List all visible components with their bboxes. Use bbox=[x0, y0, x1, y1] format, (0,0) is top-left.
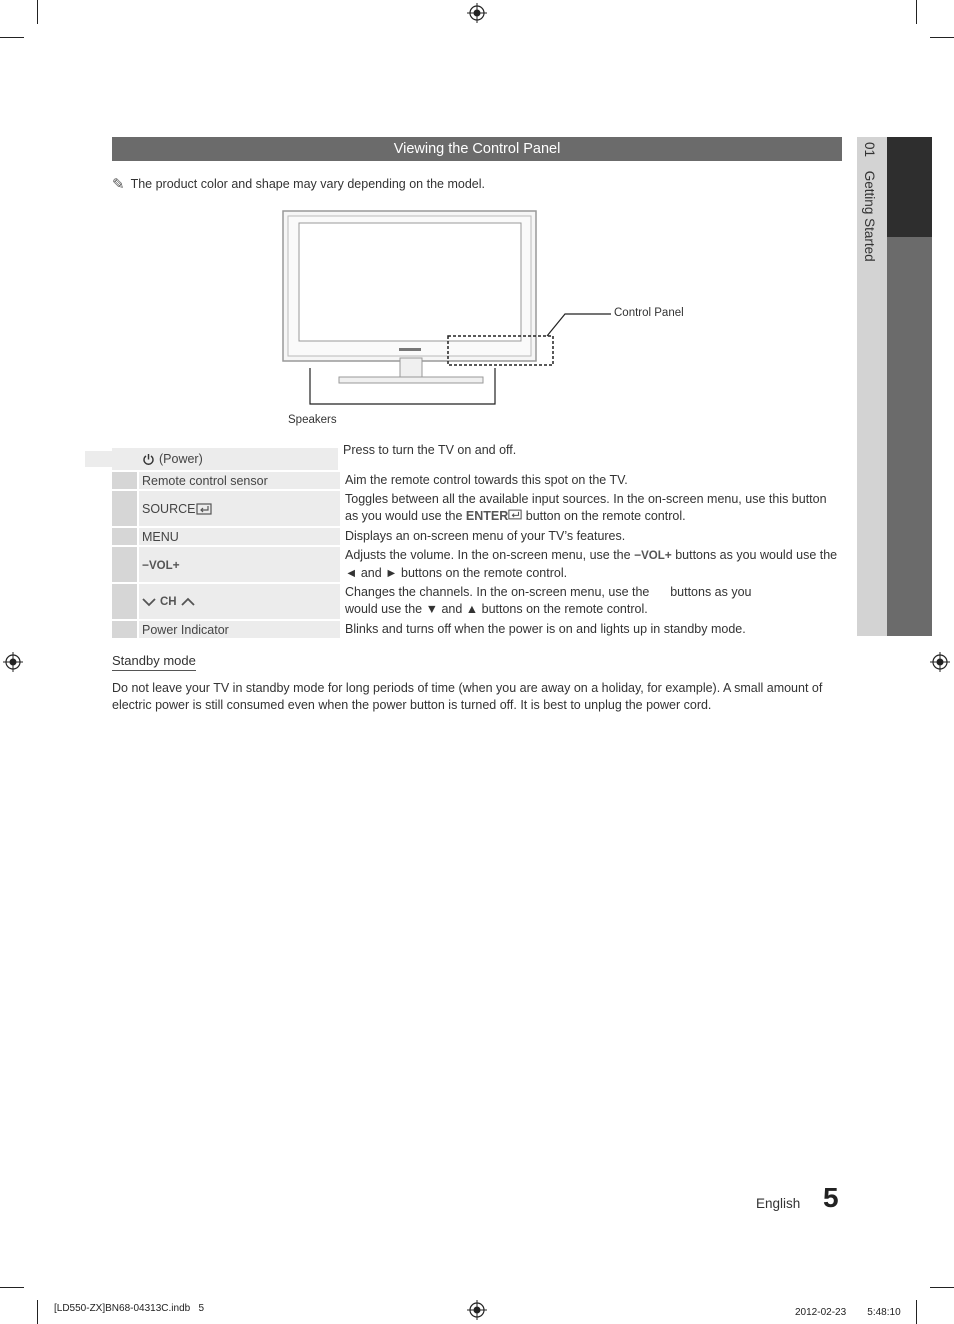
control-name-channel: CH bbox=[139, 584, 340, 619]
crop-mark bbox=[37, 0, 38, 24]
registration-mark-icon bbox=[3, 652, 23, 672]
print-timestamp: 2012-02-23 5:48:10 bbox=[795, 1307, 901, 1318]
chapter-tab-marker bbox=[887, 137, 932, 237]
control-description: Toggles between all the available input sources. In the on-screen menu, use this button as you would use the ENTER button on the remote control. bbox=[345, 492, 827, 523]
registration-mark-icon bbox=[930, 652, 950, 672]
registration-mark-icon bbox=[467, 3, 487, 23]
product-note-text: The product color and shape may vary depending on the model. bbox=[130, 177, 485, 191]
tv-brand-badge bbox=[399, 348, 421, 351]
control-description: Adjusts the volume. In the on-screen menu, use the −VOL+ buttons as you would use the ◄ and ► buttons on the remote control. bbox=[345, 548, 838, 580]
table-row bbox=[112, 528, 842, 545]
standby-mode-text: Do not leave your TV in standby mode for long periods of time (when you are away on a holiday, for example). A small amount of electric power is still consumed even when the power button is turned off. It is best to unplug the power cord. bbox=[112, 681, 823, 712]
control-description: Blinks and turns off when the power is on and lights up in standby mode. bbox=[345, 622, 746, 636]
table-row bbox=[112, 491, 842, 526]
crop-mark bbox=[0, 1287, 24, 1288]
table-row bbox=[112, 443, 842, 470]
control-table bbox=[112, 443, 842, 640]
crop-mark bbox=[930, 1287, 954, 1288]
print-file-name: [LD550-ZX]BN68-04313C.indb 5 bbox=[54, 1303, 205, 1314]
control-name-remote-sensor: Remote control sensor bbox=[139, 472, 340, 489]
chapter-tab-label bbox=[862, 142, 877, 262]
chapter-number: 01 bbox=[862, 142, 877, 158]
control-panel-callout: Control Panel bbox=[614, 307, 684, 319]
page-number: 5 bbox=[823, 1182, 839, 1213]
crop-mark bbox=[916, 1300, 917, 1324]
crop-mark bbox=[0, 37, 24, 38]
product-note bbox=[112, 175, 485, 193]
standby-mode-title: Standby mode bbox=[112, 653, 196, 671]
control-description: Displays an on-screen menu of your TV’s features. bbox=[345, 529, 626, 543]
table-row bbox=[112, 584, 842, 619]
table-row bbox=[112, 621, 842, 638]
crop-mark bbox=[930, 37, 954, 38]
speakers-callout: Speakers bbox=[288, 414, 337, 426]
chevron-down-icon bbox=[142, 597, 156, 607]
control-name-source: SOURCE bbox=[139, 491, 340, 526]
table-row bbox=[112, 472, 842, 489]
registration-mark-icon bbox=[467, 1300, 487, 1320]
chapter-title: Getting Started bbox=[862, 170, 877, 262]
source-enter-icon bbox=[196, 503, 212, 515]
control-panel-leader bbox=[547, 314, 611, 336]
enter-key-icon bbox=[508, 509, 522, 520]
pencil-note-icon: ✎ bbox=[112, 176, 125, 193]
control-name-power: (Power) bbox=[112, 448, 338, 470]
control-description: Changes the channels. In the on-screen menu, use the buttons as you would use the ▼ and ▲ buttons on the remote control. bbox=[345, 585, 755, 616]
control-name-volume bbox=[139, 547, 340, 582]
chevron-up-icon bbox=[181, 597, 195, 607]
control-description: Press to turn the TV on and off. bbox=[343, 443, 517, 457]
volume-minus-plus-icon: −VOL+ bbox=[142, 557, 180, 572]
tv-screen bbox=[299, 223, 521, 341]
control-name-power-indicator: Power Indicator bbox=[139, 621, 340, 638]
table-row bbox=[112, 547, 842, 582]
control-description: Aim the remote control towards this spot on the TV. bbox=[345, 473, 628, 487]
section-title: Viewing the Control Panel bbox=[112, 137, 842, 161]
power-icon bbox=[142, 453, 155, 466]
control-name-menu: MENU bbox=[139, 528, 340, 545]
page-language: English bbox=[756, 1196, 801, 1211]
crop-mark bbox=[916, 0, 917, 24]
tv-stand-neck bbox=[400, 358, 422, 378]
tv-stand-base bbox=[339, 377, 483, 383]
chapter-tab-strip bbox=[887, 237, 932, 636]
crop-mark bbox=[37, 1300, 38, 1324]
